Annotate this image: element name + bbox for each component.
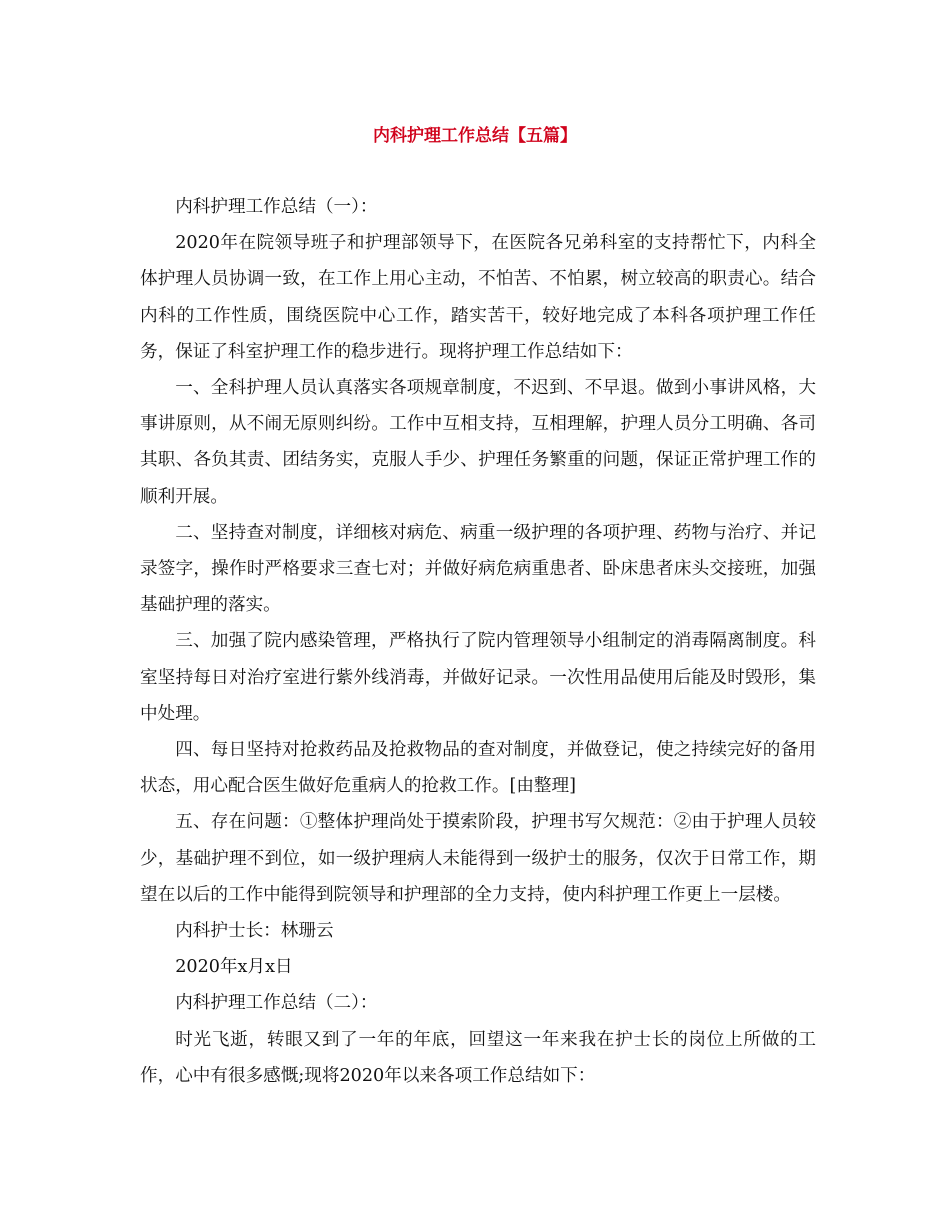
paragraph-item-5: 五、存在问题：①整体护理尚处于摸索阶段，护理书写欠规范：②由于护理人员较少，基础护理不到位，如一级护理病人未能得到一级护士的服务，仅次于日常工作，期望在以后的工作中能得到院领导和护理部的全力支持，使内科护理工作更上一层楼。: [140, 812, 816, 905]
paragraph-section-2-intro: 时光飞逝，转眼又到了一年的年底，回望这一年来我在护士长的岗位上所做的工作，心中有很多感慨;现将2020年以来各项工作总结如下：: [140, 1029, 816, 1086]
paragraph-intro: 2020年在院领导班子和护理部领导下，在医院各兄弟科室的支持帮忙下，内科全体护理人员协调一致，在工作上用心主动，不怕苦、不怕累，树立较高的职责心。结合内科的工作性质，围绕医院中心工作，踏实苦干，较好地完成了本科各项护理工作任务，保证了科室护理工作的稳步进行。现将护理工作总结如下：: [140, 233, 816, 362]
section-heading-1: 内科护理工作总结（一）：: [175, 197, 378, 217]
document-title: 内科护理工作总结【五篇】: [373, 126, 577, 146]
date-line: 2020年x月x日: [175, 957, 293, 978]
paragraph-item-1: 一、全科护理人员认真落实各项规章制度，不迟到、不早退。做到小事讲风格，大事讲原则，从不闹无原则纠纷。工作中互相支持，互相理解，护理人员分工明确、各司其职、各负其责、团结务实，克服人手少、护理任务繁重的问题，保证正常护理工作的顺利开展。: [140, 378, 816, 507]
paragraph-item-3: 三、加强了院内感染管理，严格执行了院内管理领导小组制定的消毒隔离制度。科室坚持每日对治疗室进行紫外线消毒，并做好记录。一次性用品使用后能及时毁形，集中处理。: [140, 631, 816, 724]
paragraph-item-4: 四、每日坚持对抢救药品及抢救物品的查对制度，并做登记，使之持续完好的备用状态，用心配合医生做好危重病人的抢救工作。[由整理]: [140, 740, 816, 797]
paragraph-item-2: 二、坚持查对制度，详细核对病危、病重一级护理的各项护理、药物与治疗、并记录签字，操作时严格要求三查七对；并做好病危病重患者、卧床患者床头交接班，加强基础护理的落实。: [140, 522, 816, 616]
signature-line: 内科护士长：林珊云: [175, 921, 334, 942]
section-heading-2: 内科护理工作总结（二）：: [175, 993, 378, 1014]
document-body: [140, 189, 816, 1094]
